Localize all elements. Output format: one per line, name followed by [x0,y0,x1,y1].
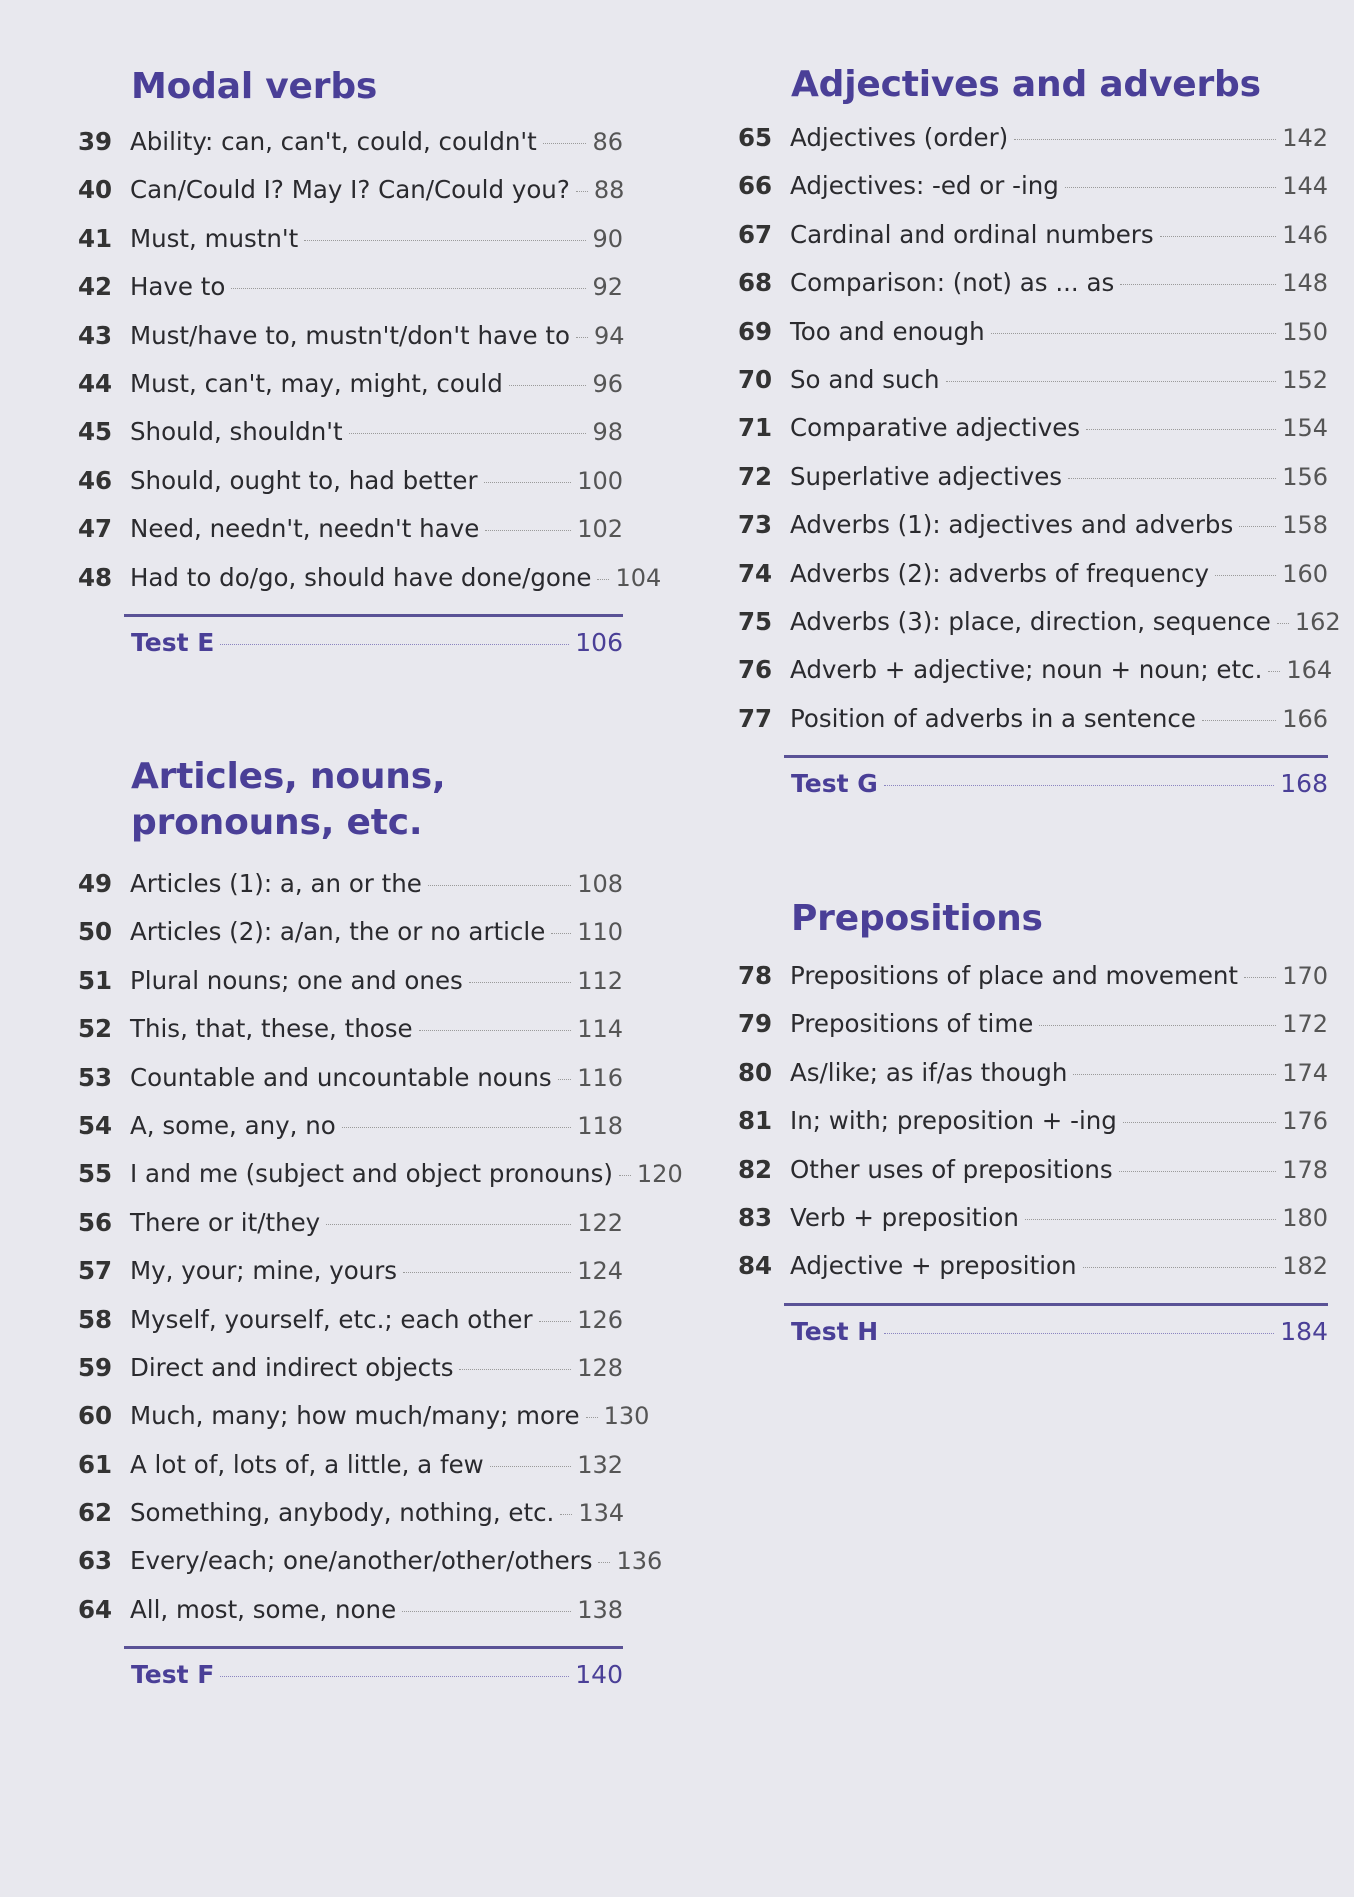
dot-leader [1083,1266,1277,1268]
entry-number: 56 [78,1207,113,1237]
entry-page-number: 124 [577,1257,623,1286]
entry-page-number: 148 [1282,269,1328,298]
entry-page-number: 122 [577,1208,623,1237]
toc-entry[interactable] [78,215,623,263]
test-title: Test E [131,627,215,657]
entry-title: Must, can't, may, might, could [130,368,503,398]
entry-title: Ability: can, can't, could, couldn't [130,127,537,156]
entry-number: 55 [78,1159,113,1189]
dot-leader [231,287,586,289]
entry-number: 67 [738,219,773,249]
toc-entry[interactable] [738,1146,1328,1194]
toc-entry[interactable] [78,1586,623,1634]
entry-page-number: 92 [592,273,623,302]
entry-title: Something, anybody, nothing, etc. [130,1498,555,1528]
dot-leader [576,336,588,338]
toc-entry[interactable] [78,408,623,456]
dot-leader [349,432,587,434]
test-title: Test H [791,1316,879,1346]
toc-entry[interactable] [738,1194,1328,1242]
dot-leader [991,332,1277,334]
dot-leader [576,190,588,192]
entry-title: Adjectives: -ed or -ing [790,171,1059,201]
toc-entry[interactable] [738,404,1328,452]
entry-page-number: 160 [1282,559,1328,588]
entry-number: 48 [78,562,113,592]
section-modal-verbs [78,64,662,669]
toc-entry[interactable] [78,554,662,602]
entry-number: 75 [738,606,773,636]
entry-number: 47 [78,514,113,544]
entry-page-number: 152 [1282,365,1328,394]
dot-leader [1268,670,1280,672]
toc-entry[interactable] [78,1296,623,1344]
entry-title: Articles (1): a, an or the [130,869,422,898]
entry-number: 80 [738,1057,773,1087]
entry-title: Too and enough [790,316,985,346]
entry-page-number: 112 [577,966,623,995]
entry-title: As/like; as if/as though [790,1057,1068,1087]
test-title: Test G [791,769,878,799]
entry-number: 84 [738,1251,773,1281]
entry-number: 57 [78,1256,113,1286]
entry-page-number: 102 [577,515,623,544]
entry-title: A, some, any, no [130,1110,336,1140]
entry-title: Myself, yourself, etc.; each other [130,1304,533,1334]
entry-title: Adjectives (order) [790,123,1009,152]
entry-number: 74 [738,558,773,588]
entry-list [78,118,662,602]
entry-page-number: 146 [1282,220,1328,249]
toc-entry[interactable] [78,312,623,360]
section-prepositions [738,896,1328,1358]
dot-leader [884,1332,1274,1334]
test-page-number: 106 [575,627,623,657]
test-entry[interactable] [791,758,1328,810]
toc-entry[interactable] [78,860,623,908]
toc-entry[interactable] [78,505,623,553]
toc-entry[interactable] [738,162,1328,210]
entry-page-number: 136 [616,1547,663,1576]
dot-leader [1039,1024,1276,1026]
dot-leader [428,884,571,886]
entry-page-number: 180 [1282,1203,1328,1232]
toc-entry[interactable] [738,952,1328,1000]
entry-title: Position of adverbs in a sentence [790,703,1196,733]
toc-entry[interactable] [78,1537,663,1585]
entry-title: All, most, some, none [130,1594,397,1624]
entry-number: 64 [78,1594,113,1624]
entry-page-number: 132 [577,1450,623,1479]
dot-leader [484,481,572,483]
entry-page-number: 108 [577,870,623,898]
entry-number: 71 [738,413,773,443]
test-page-number: 168 [1280,769,1328,799]
entry-page-number: 96 [592,369,623,398]
dot-leader [304,239,586,241]
entry-page-number: 174 [1282,1058,1328,1087]
entry-page-number: 100 [577,466,623,495]
toc-entry[interactable] [78,166,623,214]
dot-leader [490,1465,571,1467]
entry-number: 82 [738,1154,773,1184]
toc-entry[interactable] [738,259,1328,307]
toc-entry[interactable] [78,1150,683,1198]
toc-entry[interactable] [78,1054,623,1102]
entry-page-number: 110 [577,918,623,947]
entry-page-number: 90 [592,224,623,253]
dot-leader [469,981,571,983]
entry-number: 76 [738,655,773,685]
section-heading-line2: pronouns, etc. [131,802,423,843]
dot-leader [1073,1073,1276,1075]
entry-list [78,860,683,1634]
dot-leader [543,142,587,144]
entry-page-number: 172 [1282,1010,1328,1039]
dot-leader [598,1561,610,1563]
test-entry[interactable] [131,617,623,669]
entry-page-number: 166 [1282,704,1328,733]
entry-number: 54 [78,1110,113,1140]
section-articles [78,754,683,1701]
entry-number: 81 [738,1106,773,1136]
test-entry[interactable] [131,1649,623,1701]
dot-leader [403,1271,571,1273]
toc-entry[interactable] [738,501,1328,549]
entry-title: Adverb + adjective; noun + noun; etc. [790,655,1263,685]
entry-number: 39 [78,127,113,156]
entry-page-number: 158 [1282,511,1328,540]
toc-entry[interactable] [738,1049,1328,1097]
section-heading: Prepositions [791,898,1043,939]
entry-page-number: 162 [1294,607,1341,636]
entry-title: A lot of, lots of, a little, a few [130,1449,484,1479]
toc-entry[interactable] [78,957,623,1005]
entry-page-number: 86 [592,128,623,156]
entry-title: Adjective + preposition [790,1251,1077,1281]
test-title: Test F [131,1660,215,1690]
toc-entry[interactable] [738,598,1341,646]
entry-page-number: 88 [593,176,625,205]
entry-number: 78 [738,961,773,990]
entry-title: So and such [790,364,940,394]
dot-leader [220,1675,569,1677]
toc-entry[interactable] [738,550,1328,598]
entry-number: 42 [78,272,113,302]
entry-title: Plural nouns; one and ones [130,965,463,995]
entry-title: Have to [130,272,226,302]
toc-entry[interactable] [738,1000,1328,1048]
entry-page-number: 118 [577,1111,623,1140]
entry-page-number: 114 [577,1015,623,1044]
dot-leader [1277,622,1289,624]
entry-number: 68 [738,268,773,298]
entry-page-number: 134 [578,1499,625,1528]
entry-title: Comparative adjectives [790,413,1081,443]
entry-title: This, that, these, those [130,1014,413,1044]
entry-page-number: 128 [577,1353,623,1382]
dot-leader [586,1416,598,1418]
toc-entry[interactable] [738,211,1328,259]
toc-entry[interactable] [738,308,1328,356]
entry-title: In; with; preposition + -ing [790,1106,1117,1136]
dot-leader [1086,428,1276,430]
entry-page-number: 182 [1282,1252,1328,1281]
toc-entry[interactable] [738,1242,1328,1290]
entry-title: Other uses of prepositions [790,1154,1113,1184]
test-entry[interactable] [791,1306,1328,1358]
entry-page-number: 126 [577,1305,623,1334]
dot-leader [1202,719,1276,721]
entry-title: Had to do/go, should have done/gone [130,562,592,592]
dot-leader [1119,1170,1277,1172]
toc-entry[interactable] [78,1344,623,1392]
section-heading-line1: Articles, nouns, [131,756,446,797]
entry-title: There or it/they [130,1207,321,1237]
entry-number: 66 [738,171,773,201]
entry-number: 59 [78,1352,113,1382]
toc-entry[interactable] [738,453,1328,501]
dot-leader [326,1223,571,1225]
section-heading: Adjectives and adverbs [791,64,1261,105]
toc-entry[interactable] [78,1102,623,1150]
entry-number: 51 [78,965,113,995]
dot-leader [419,1029,572,1031]
entry-title: Need, needn't, needn't have [130,514,480,544]
toc-entry[interactable] [78,1247,623,1295]
entry-number: 53 [78,1062,113,1092]
entry-number: 61 [78,1449,113,1479]
entry-number: 79 [738,1009,773,1039]
dot-leader [1014,138,1276,140]
dot-leader [560,1513,572,1515]
entry-number: 58 [78,1304,113,1334]
entry-number: 70 [738,364,773,394]
toc-entry[interactable] [738,646,1333,694]
dot-leader [1160,235,1277,237]
entry-title: Verb + preposition [790,1202,1019,1232]
dot-leader [597,578,609,580]
entry-title: Articles (2): a/an, the or no article [130,917,546,947]
entry-title: Every/each; one/another/other/others [130,1546,593,1576]
dot-leader [459,1368,571,1370]
dot-leader [946,380,1277,382]
entry-page-number: 154 [1282,414,1328,443]
toc-entry[interactable] [78,1199,623,1247]
dot-leader [884,784,1275,786]
entry-number: 83 [738,1202,773,1232]
entry-page-number: 170 [1282,962,1328,990]
toc-entry[interactable] [78,118,623,166]
entry-title: Adverbs (3): place, direction, sequence [790,606,1271,636]
toc-entry[interactable] [738,695,1328,743]
entry-title: Should, ought to, had better [130,465,478,495]
entry-number: 49 [78,869,113,898]
entry-page-number: 94 [593,321,625,350]
dot-leader [1068,477,1276,479]
toc-entry[interactable] [738,356,1328,404]
entry-page-number: 156 [1282,462,1328,491]
dot-leader [220,643,569,645]
dot-leader [1244,976,1276,978]
entry-number: 44 [78,368,113,398]
dot-leader [558,1078,572,1080]
entry-page-number: 120 [636,1160,683,1189]
entry-number: 73 [738,510,773,540]
entry-page-number: 116 [577,1063,623,1092]
entry-title: Direct and indirect objects [130,1352,454,1382]
entry-page-number: 178 [1282,1155,1328,1184]
entry-number: 50 [78,917,113,947]
entry-page-number: 150 [1282,317,1328,346]
section-heading [131,754,623,846]
entry-number: 46 [78,465,113,495]
dot-leader [1065,186,1276,188]
section-heading: Modal verbs [131,66,378,107]
entry-title: Should, shouldn't [130,417,343,447]
toc-entry[interactable] [78,1392,650,1440]
dot-leader [509,384,587,386]
test-page-number: 140 [575,1660,623,1690]
entry-title: Much, many; how much/many; more [130,1401,580,1431]
entry-title: I and me (subject and object pronouns) [130,1159,613,1189]
test-page-number: 184 [1280,1316,1328,1346]
section-adjectives-adverbs [738,62,1341,810]
entry-number: 43 [78,320,113,350]
dot-leader [1025,1218,1276,1220]
toc-entry[interactable] [738,114,1328,162]
entry-page-number: 142 [1282,124,1328,152]
dot-leader [539,1320,572,1322]
entry-number: 63 [78,1546,113,1576]
entry-number: 77 [738,703,773,733]
entry-list [738,952,1328,1291]
toc-entry[interactable] [78,360,623,408]
entry-title: Comparison: (not) as ... as [790,268,1115,298]
dot-leader [342,1126,571,1128]
entry-number: 52 [78,1014,113,1044]
toc-entry[interactable] [78,1005,623,1053]
toc-entry[interactable] [78,457,623,505]
dot-leader [1120,283,1276,285]
entry-title: Prepositions of place and movement [790,961,1239,990]
toc-entry[interactable] [78,263,623,311]
entry-title: My, your; mine, yours [130,1256,398,1286]
dot-leader [619,1174,631,1176]
entry-number: 40 [78,175,113,205]
toc-entry[interactable] [78,1441,623,1489]
entry-title: Must, mustn't [130,223,299,253]
entry-title: Adverbs (2): adverbs of frequency [790,558,1209,588]
dot-leader [1123,1121,1276,1123]
entry-number: 45 [78,417,113,447]
entry-title: Adverbs (1): adjectives and adverbs [790,510,1234,540]
entry-number: 69 [738,316,773,346]
dot-leader [402,1610,571,1612]
entry-number: 72 [738,461,773,491]
entry-number: 62 [78,1498,113,1528]
entry-title: Must/have to, mustn't/don't have to [130,320,570,350]
toc-entry[interactable] [78,1489,623,1537]
entry-title: Can/Could I? May I? Can/Could you? [130,175,570,205]
entry-page-number: 176 [1282,1107,1328,1136]
entry-page-number: 164 [1286,656,1333,685]
entry-title: Cardinal and ordinal numbers [790,219,1154,249]
dot-leader [1215,574,1276,576]
entry-page-number: 98 [592,418,623,447]
entry-page-number: 144 [1282,172,1328,201]
entry-list [738,114,1341,743]
entry-page-number: 130 [603,1402,650,1431]
entry-number: 65 [738,123,773,152]
entry-page-number: 138 [577,1595,623,1624]
entry-number: 41 [78,223,113,253]
entry-number: 60 [78,1401,113,1431]
entry-title: Superlative adjectives [790,461,1063,491]
toc-entry[interactable] [78,908,623,956]
entry-title: Countable and uncountable nouns [130,1062,552,1092]
toc-entry[interactable] [738,1097,1328,1145]
dot-leader [485,529,571,531]
dot-leader [551,932,571,934]
entry-title: Prepositions of time [790,1009,1034,1039]
dot-leader [1239,525,1276,527]
entry-page-number: 104 [615,563,662,592]
